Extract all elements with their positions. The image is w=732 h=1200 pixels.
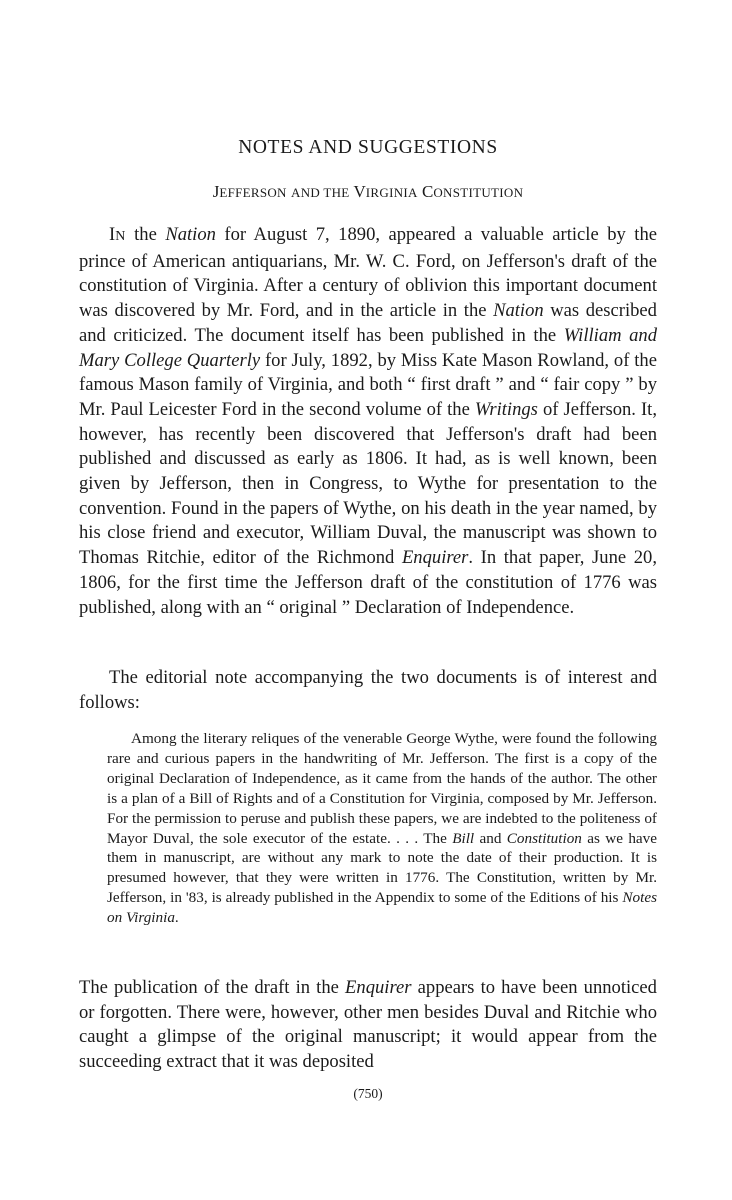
title-word-rest: IRGINIA [365, 185, 418, 200]
text-run: The publication of the draft in the [79, 977, 346, 998]
text-run: . [174, 909, 179, 927]
italic-run: William and Mary College Quarterly [79, 324, 658, 371]
block-quote [107, 729, 657, 928]
paragraph-intro [79, 223, 657, 620]
paragraph-publication [79, 976, 657, 1075]
title-word-cap: J [212, 182, 220, 201]
text-run: the [125, 224, 166, 245]
title-word-rest: ONSTITUTION [433, 185, 524, 200]
text-run: and [474, 829, 507, 847]
text-run: appears to have been unnoticed or forgotten. There were, however, other men besides Duval and Ritchie who caught a glimpse of the original manuscript; it would appear from the succeeding extract that it was deposited [79, 977, 657, 1073]
italic-run: Notes on Virginia [107, 889, 657, 927]
italic-run: Constitution [506, 829, 582, 847]
title-word-rest: EFFERSON [219, 185, 287, 200]
title-word-cap: V [353, 182, 366, 201]
lead-small-cap: N [115, 229, 126, 244]
article-title [79, 182, 657, 202]
text-run: as we have them in manuscript, are without any mark to note the date of their production. It is presumed however, that they were written in 1776. The Constitution, written by Mr. Jefferson, in '83, is already published in the Appendix to some of the Editions of his [107, 829, 657, 907]
italic-run: Nation [493, 300, 544, 322]
italic-run: Enquirer [401, 547, 469, 569]
title-word-cap: C [421, 182, 434, 201]
italic-run: Nation [165, 224, 216, 245]
page-number: (750) [353, 1086, 383, 1101]
text-run: for July, 1892, by Miss Kate Mason Rowland, of the famous Mason family of Virginia, and both “ first draft ” and “ fair copy ” by Mr. Paul Leicester Ford in the second volume of the [79, 349, 657, 420]
italic-run: Writings [474, 398, 538, 420]
text-run: Among the literary reliques of the venerable George Wythe, were found the following rare and curious papers in the handwriting of Mr. Jefferson. The first is a copy of the original Declaration of Independence, as it came from the hands of the author. The other is a plan of a Bill of Rights and of a Constitution for Virginia, composed by Mr. Jefferson. For the permission to peruse and publish these papers, we are indebted to the politeness of Mayor Duval, the sole executor of the estate. . . . The [107, 730, 657, 847]
text-run: was described and criticized. The document itself has been published in the [79, 300, 657, 346]
text-run: of Jefferson. It, however, has recently been discovered that Jefferson's draft had been published and discussed as early as 1806. It had, as is well known, been given by Jefferson, then in Congress, to Wythe for presentation to the convention. Found in the papers of Wythe, on his death in the year named, by his close friend and executor, William Duval, the manuscript was shown to Thomas Ritchie, editor of the Richmond [79, 398, 657, 569]
italic-run: Bill [452, 829, 475, 847]
text-run: . In that paper, June 20, 1806, for the first time the Jefferson draft of the constitution of 1776 was published, along with an “ original ” Declaration of Independence. [79, 547, 657, 618]
italic-run: Enquirer [345, 977, 412, 998]
paragraph-editorial-note: The editorial note accompanying the two documents is of interest and follows: [79, 667, 657, 713]
text-run: for August 7, 1890, appeared a valuable article by the prince of American antiquarians, Mr. W. C. Ford, on Jefferson's draft of the constitution of Virginia. After a century of oblivion this important document was discovered by Mr. Ford, and in the article in the [79, 224, 657, 322]
lead-cap: I [109, 224, 116, 245]
section-heading: NOTES AND SUGGESTIONS [238, 137, 498, 158]
title-word-lower: AND THE [291, 185, 350, 200]
